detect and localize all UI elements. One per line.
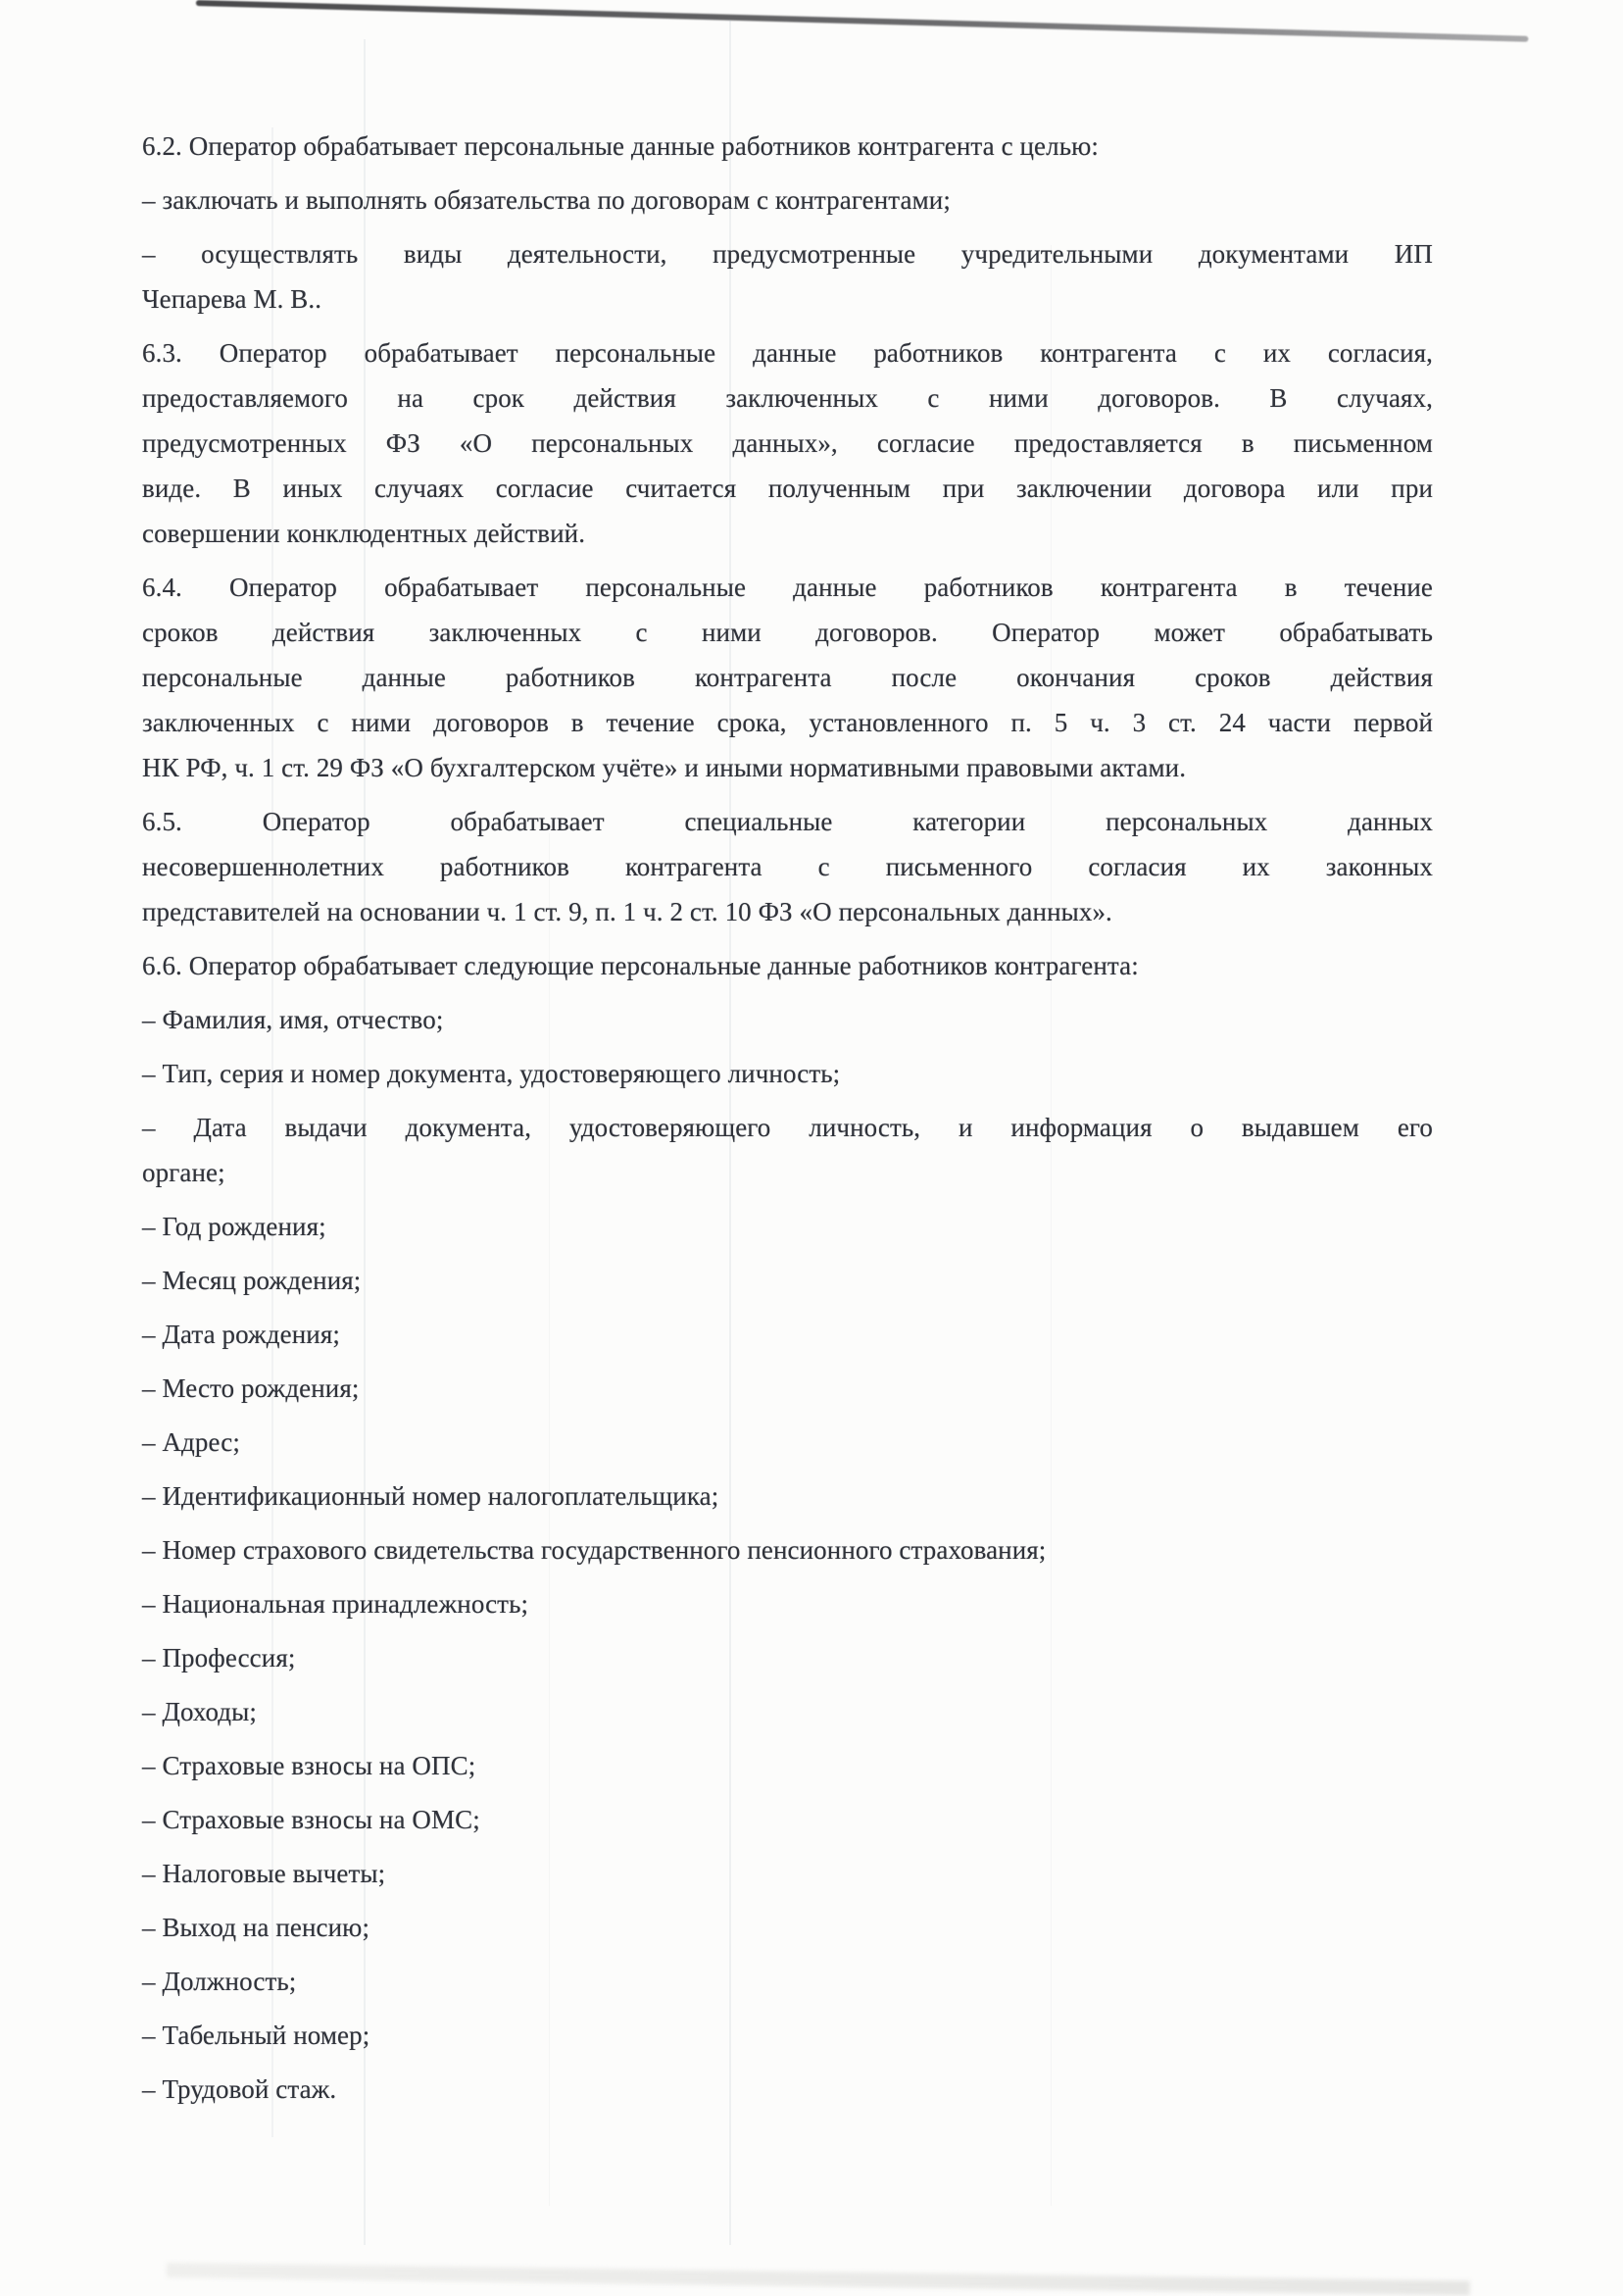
personal-data-item: – Профессия;	[142, 1643, 296, 1672]
personal-data-item: – Трудовой стаж.	[142, 2074, 337, 2104]
personal-data-item: – Страховые взносы на ОМС;	[142, 1805, 480, 1834]
clause-6-5: 6.5. Оператор обрабатывает специальные категории персональных данных несовершеннолетних работников контрагента с письменного согласия их законных представителей на основании ч. 1 ст. 9, п. 1 ч. 2 ст. 10 ФЗ «О персональных данных».	[142, 807, 1433, 926]
processing-goal-item: – осуществлять виды деятельности, предусмотренные учредительными документами ИП Чепарева М. В..	[142, 239, 1433, 314]
processing-goal-item: – заключать и выполнять обязательства по договорам с контрагентами;	[142, 185, 951, 215]
personal-data-item: – Тип, серия и номер документа, удостоверяющего личность;	[142, 1059, 841, 1088]
personal-data-item: – Страховые взносы на ОПС;	[142, 1751, 476, 1780]
personal-data-item: – Дата выдачи документа, удостоверяющего личность, и информация о выдавшем его органе;	[142, 1113, 1433, 1187]
personal-data-item: – Год рождения;	[142, 1212, 326, 1241]
personal-data-item: – Табельный номер;	[142, 2021, 370, 2050]
personal-data-item: – Фамилия, имя, отчество;	[142, 1005, 444, 1034]
personal-data-item: – Адрес;	[142, 1427, 240, 1457]
personal-data-item: – Должность;	[142, 1967, 297, 1996]
personal-data-item: – Номер страхового свидетельства государственного пенсионного страхования;	[142, 1535, 1047, 1565]
personal-data-item: – Выход на пенсию;	[142, 1913, 370, 1942]
clause-6-4: 6.4. Оператор обрабатывает персональные данные работников контрагента в течение сроков действия заключенных с ними договоров. Оператор может обрабатывать персональные данные работников контрагента после окончания сроков действия заключенных с ними договоров в течение срока, установленного п. 5 ч. 3 ст. 24 части первой НК РФ, ч. 1 ст. 29 ФЗ «О бухгалтерском учёте» и иными нормативными правовыми актами.	[142, 573, 1433, 782]
clause-6-6: 6.6. Оператор обрабатывает следующие персональные данные работников контрагента:	[142, 951, 1139, 980]
personal-data-item: – Место рождения;	[142, 1373, 360, 1403]
personal-data-item: – Налоговые вычеты;	[142, 1859, 386, 1888]
scan-artifact-bottom-edge	[167, 2263, 1470, 2296]
clause-6-3: 6.3. Оператор обрабатывает персональные данные работников контрагента с их согласия, предоставляемого на срок действия заключенных с ними договоров. В случаях, предусмотренных ФЗ «О персональных данных», согласие предоставляется в письменном виде. В иных случаях согласие считается полученным при заключении договора или при совершении конклюдентных действий.	[142, 338, 1433, 548]
personal-data-item: – Дата рождения;	[142, 1320, 340, 1349]
personal-data-item: – Доходы;	[142, 1697, 257, 1726]
personal-data-item: – Национальная принадлежность;	[142, 1589, 529, 1619]
clause-6-2: 6.2. Оператор обрабатывает персональные данные работников контрагента с целью:	[142, 131, 1100, 161]
scan-artifact-top-edge	[196, 0, 1529, 42]
personal-data-item: – Идентификационный номер налогоплательщика;	[142, 1481, 719, 1511]
document-content	[142, 124, 1433, 2121]
personal-data-item: – Месяц рождения;	[142, 1266, 362, 1295]
